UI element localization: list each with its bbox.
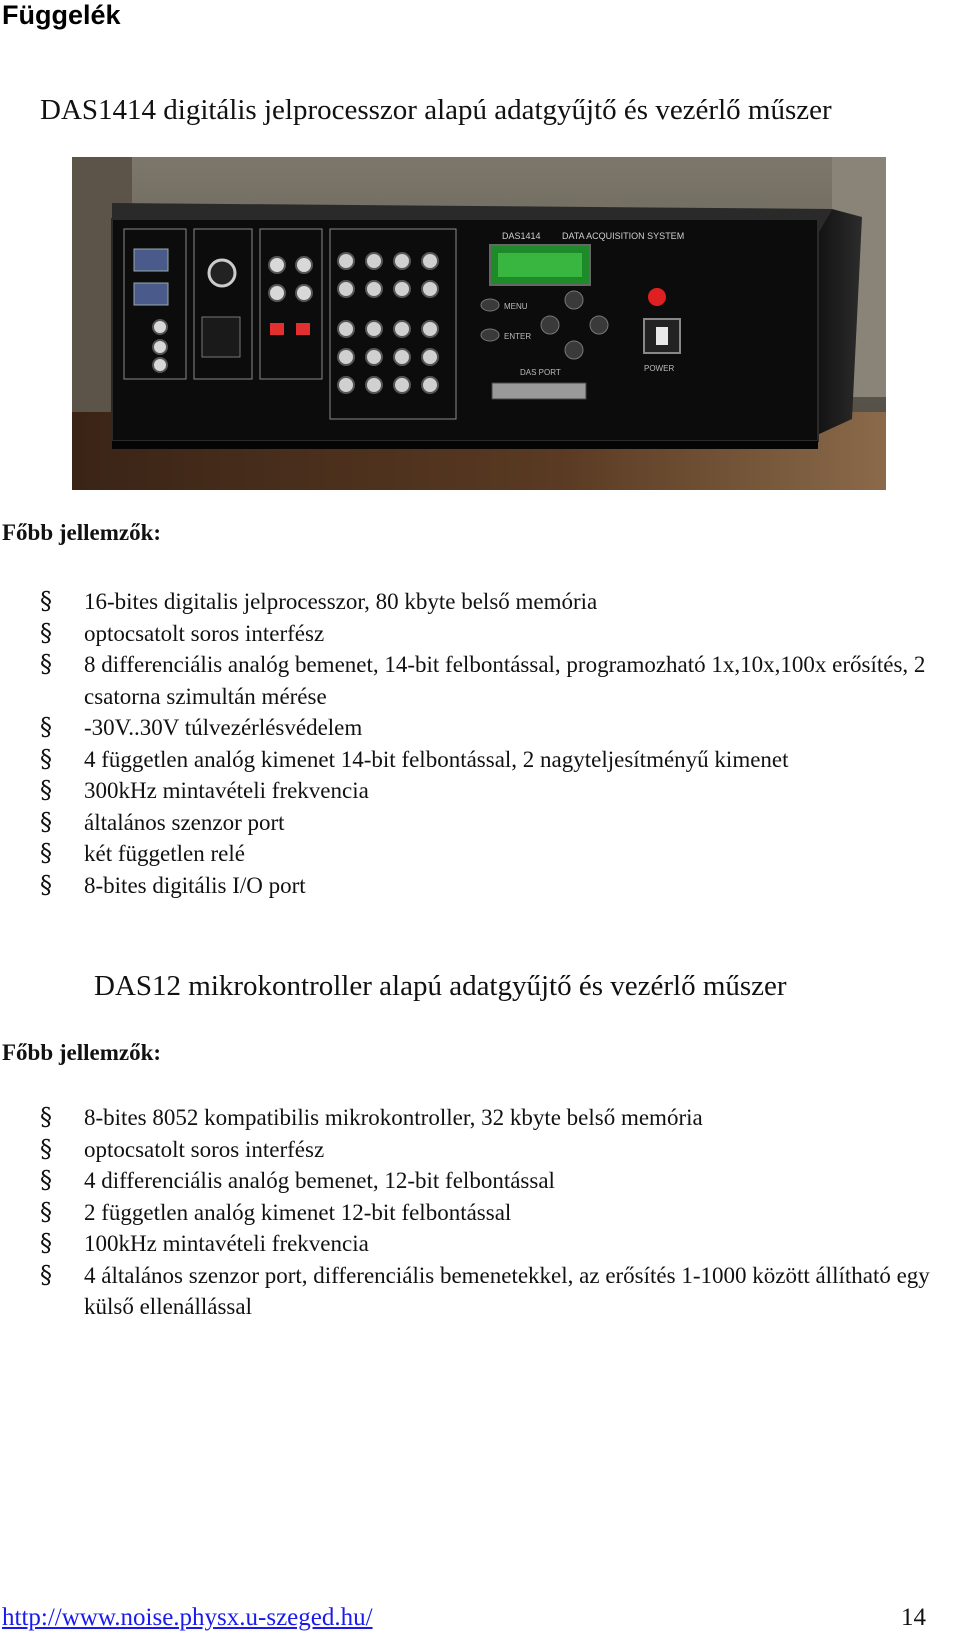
section-bullet-icon: § xyxy=(40,1197,52,1226)
section-bullet-icon: § xyxy=(40,650,52,678)
feature-text: optocsatolt soros interfész xyxy=(84,620,325,646)
feature-text: általános szenzor port xyxy=(84,809,285,835)
feature-text: 8-bites 8052 kompatibilis mikrokontroller, 32 kbyte belső memória xyxy=(84,1105,703,1130)
feature-text: 4 általános szenzor port, differenciális bemenetekkel, az erősítés 1-1000 között állítható egy külső ellenállással xyxy=(84,1262,930,1319)
photo-enter-label: ENTER xyxy=(504,332,532,341)
photo-model-label: DAS1414 xyxy=(502,231,541,241)
device-photo xyxy=(72,157,886,490)
section-bullet-icon: § xyxy=(40,1134,52,1163)
section-bullet-icon: § xyxy=(40,587,52,615)
feature-item xyxy=(0,586,960,618)
photo-menu-label: MENU xyxy=(504,302,528,311)
feature-item xyxy=(0,649,960,712)
device1-feature-list xyxy=(0,586,960,901)
feature-item xyxy=(0,1197,960,1229)
feature-text: 100kHz mintavételi frekvencia xyxy=(84,1231,369,1256)
feature-item xyxy=(0,807,960,839)
section-bullet-icon: § xyxy=(40,744,52,773)
device1-features-label: Főbb jellemzők: xyxy=(2,520,162,545)
feature-text: 8-bites digitális I/O port xyxy=(84,872,306,898)
feature-text: 2 független analóg kimenet 12-bit felbontással xyxy=(84,1199,512,1225)
photo-power-label: POWER xyxy=(644,364,675,373)
feature-text: -30V..30V túlvezérlésvédelem xyxy=(84,715,363,740)
section-bullet-icon: § xyxy=(40,807,52,836)
section-bullet-icon: § xyxy=(40,870,52,899)
feature-text: 8 differenciális analóg bemenet, 14-bit felbontással, programozható 1x,10x,100x erősítés, 2 csatorna szimultán mérése xyxy=(84,652,926,709)
footer-link[interactable]: http://www.noise.physx.u-szeged.hu/ xyxy=(2,1604,373,1631)
feature-text: 4 független analóg kimenet 14-bit felbontással, 2 nagyteljesítményű kimenet xyxy=(84,746,789,772)
section-bullet-icon: § xyxy=(40,1166,52,1194)
feature-item xyxy=(0,838,960,870)
section-bullet-icon: § xyxy=(40,776,52,804)
feature-item xyxy=(0,775,960,807)
photo-panel-text: DATA ACQUISITION SYSTEM xyxy=(562,231,685,241)
feature-item xyxy=(0,618,960,650)
feature-item xyxy=(0,1134,960,1166)
device2-features-label: Főbb jellemzők: xyxy=(2,1040,162,1065)
feature-text: 16-bites digitalis jelprocesszor, 80 kbyte belső memória xyxy=(84,589,598,614)
section-bullet-icon: § xyxy=(40,713,52,741)
feature-item xyxy=(0,1228,960,1260)
section-bullet-icon: § xyxy=(40,839,52,867)
device1-title: DAS1414 digitális jelprocesszor alapú adatgyűjtő és vezérlő műszer xyxy=(40,94,832,126)
feature-item xyxy=(0,712,960,744)
section-bullet-icon: § xyxy=(40,1229,52,1257)
page-number: 14 xyxy=(901,1604,926,1631)
photo-port-label: DAS PORT xyxy=(520,368,561,377)
section-heading: Függelék xyxy=(2,0,121,30)
device2-title: DAS12 mikrokontroller alapú adatgyűjtő és vezérlő műszer xyxy=(94,970,787,1002)
section-bullet-icon: § xyxy=(40,618,52,647)
feature-text: két független relé xyxy=(84,841,245,866)
device2-feature-list xyxy=(0,1102,960,1323)
feature-text: 300kHz mintavételi frekvencia xyxy=(84,778,369,803)
feature-item xyxy=(0,1260,960,1323)
section-bullet-icon: § xyxy=(40,1103,52,1131)
feature-item xyxy=(0,1165,960,1197)
section-bullet-icon: § xyxy=(40,1260,52,1289)
feature-text: optocsatolt soros interfész xyxy=(84,1136,325,1162)
feature-item xyxy=(0,870,960,902)
feature-item xyxy=(0,1102,960,1134)
feature-text: 4 differenciális analóg bemenet, 12-bit felbontással xyxy=(84,1168,555,1193)
feature-item xyxy=(0,744,960,776)
